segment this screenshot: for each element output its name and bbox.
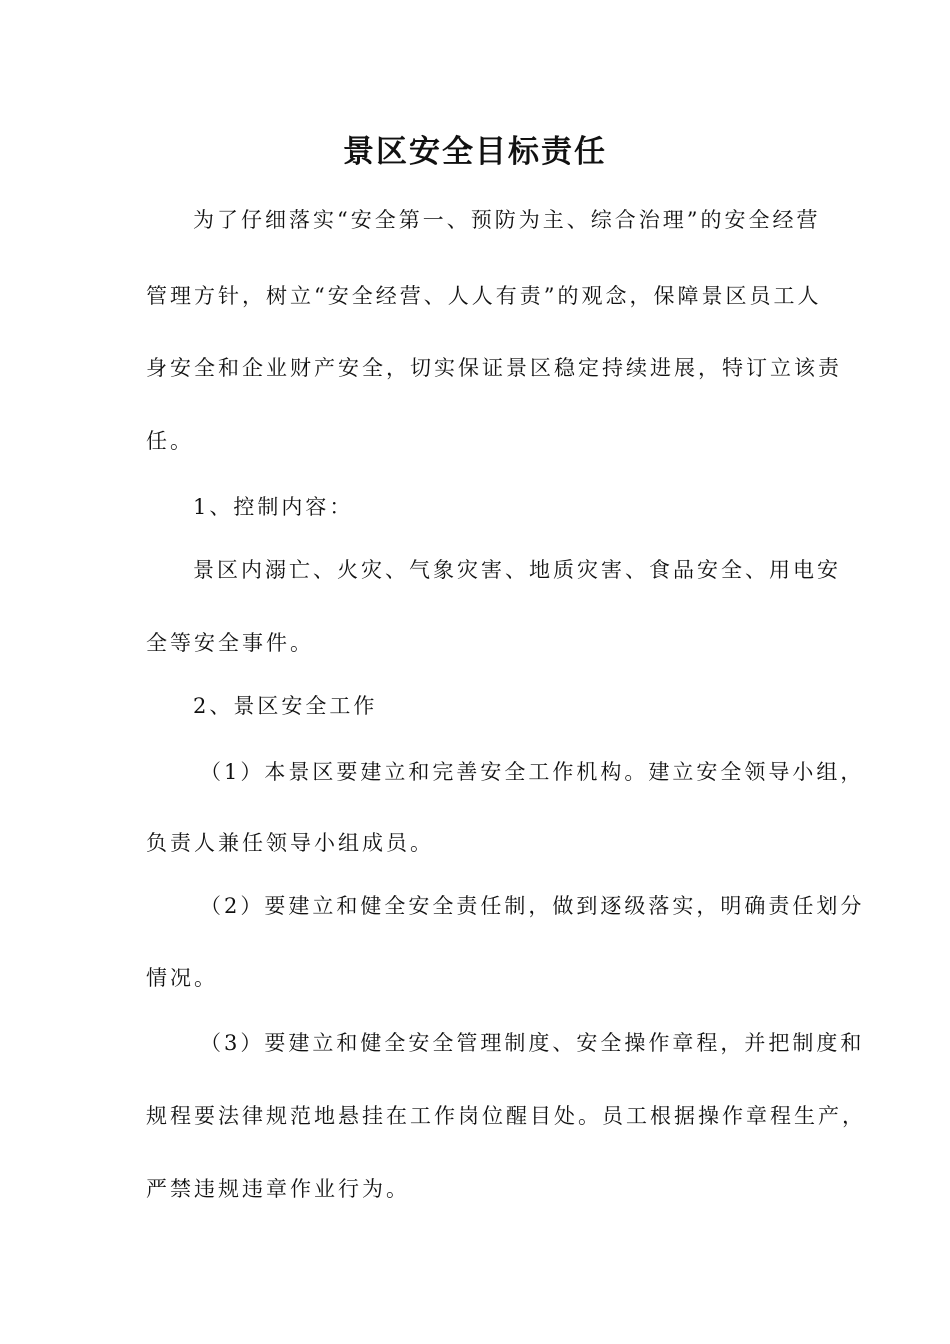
- paragraph-line: （3）要建立和健全安全管理制度、安全操作章程，并把制度和: [200, 1031, 865, 1055]
- paragraph-line: 规程要法律规范地悬挂在工作岗位醒目处。员工根据操作章程生产，: [146, 1104, 866, 1128]
- paragraph-line: 为了仔细落实“安全第一、预防为主、综合治理”的安全经营: [193, 208, 821, 232]
- paragraph-line: 任。: [146, 429, 194, 453]
- paragraph-line: （2）要建立和健全安全责任制，做到逐级落实，明确责任划分: [200, 894, 865, 918]
- paragraph-line: 景区内溺亡、火灾、气象灾害、地质灾害、食品安全、用电安: [193, 558, 841, 582]
- paragraph-line: 严禁违规违章作业行为。: [146, 1177, 410, 1201]
- paragraph-line: 全等安全事件。: [146, 631, 314, 655]
- paragraph-line: 负责人兼任领导小组成员。: [146, 831, 434, 855]
- paragraph-line: 情况。: [146, 966, 218, 990]
- section-heading: 2、景区安全工作: [193, 694, 378, 718]
- document-title: 景区安全目标责任: [343, 134, 607, 170]
- paragraph-line: 管理方针，树立“安全经营、人人有责”的观念，保障景区员工人: [146, 284, 822, 308]
- section-heading: 1、控制内容：: [193, 495, 354, 519]
- paragraph-line: （1）本景区要建立和完善安全工作机构。建立安全领导小组，: [200, 760, 865, 784]
- paragraph-line: 身安全和企业财产安全，切实保证景区稳定持续进展，特订立该责: [146, 356, 842, 380]
